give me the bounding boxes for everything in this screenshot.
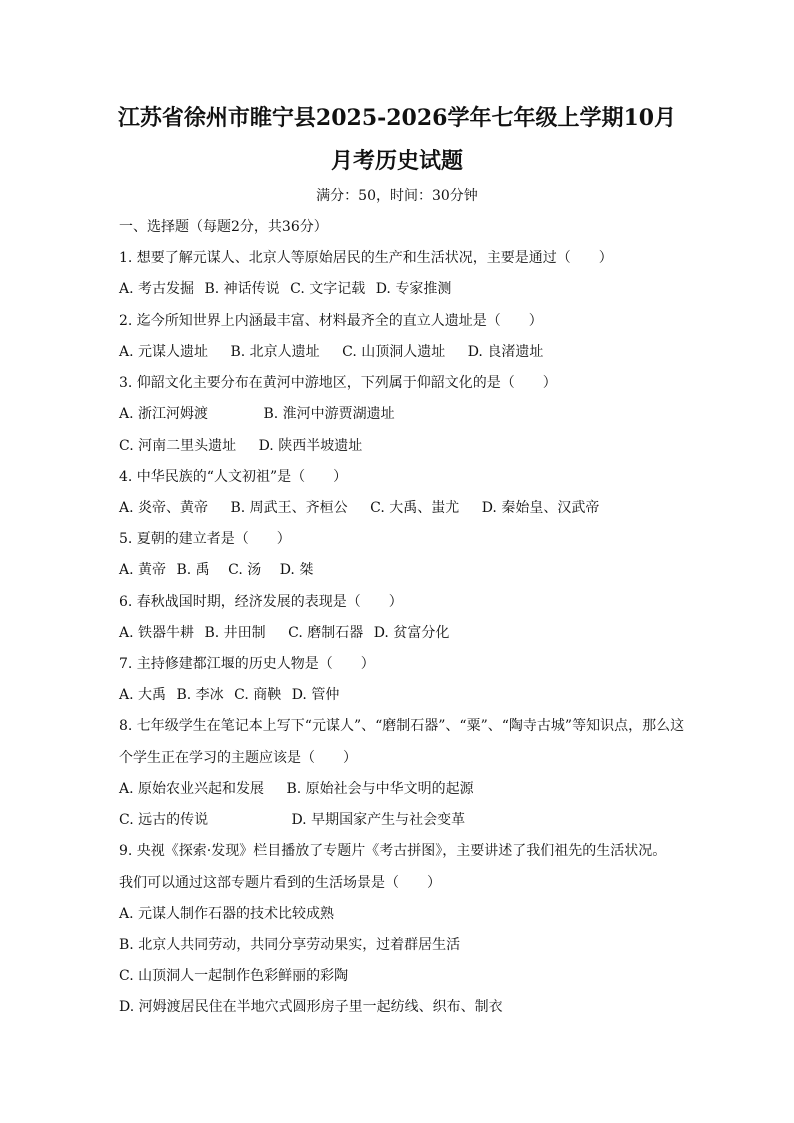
- q5-option-a[interactable]: A. 黄帝: [119, 562, 167, 578]
- q5-option-b[interactable]: B. 禹: [176, 562, 210, 578]
- question-4-options: [119, 499, 599, 517]
- question-5-stem: 5. 夏朝的建立者是（ ）: [119, 531, 291, 547]
- question-2-stem: 2. 迄今所知世界上内涵最丰富、材料最齐全的直立人遗址是（ ）: [119, 313, 543, 329]
- q3-option-d[interactable]: D. 陕西半坡遗址: [258, 438, 363, 454]
- question-1-options: [119, 280, 451, 298]
- q4-option-a[interactable]: A. 炎帝、黄帝: [119, 500, 209, 516]
- question-3-options-row2: [119, 437, 362, 455]
- q5-option-c[interactable]: C. 汤: [228, 562, 262, 578]
- question-8-stem-line2: 个学生正在学习的主题应该是（ ）: [119, 750, 357, 766]
- q7-option-d[interactable]: D. 管仲: [291, 687, 340, 703]
- q8-option-c[interactable]: C. 远古的传说: [119, 812, 209, 828]
- q3-option-a[interactable]: A. 浙江河姆渡: [119, 406, 209, 422]
- q8-option-a[interactable]: A. 原始农业兴起和发展: [119, 781, 265, 797]
- q6-option-c[interactable]: C. 磨制石器: [288, 625, 364, 641]
- q1-option-a[interactable]: A. 考古发掘: [119, 281, 195, 297]
- exam-title-line2: 月考历史试题: [330, 148, 463, 174]
- q1-option-c[interactable]: C. 文字记载: [290, 281, 366, 297]
- q3-option-c[interactable]: C. 河南二里头遗址: [119, 438, 237, 454]
- question-3-stem: 3. 仰韶文化主要分布在黄河中游地区，下列属于仰韶文化的是（ ）: [119, 375, 557, 391]
- q9-option-d[interactable]: D. 河姆渡居民住在半地穴式圆形房子里一起纺线、织布、制衣: [119, 999, 503, 1015]
- question-7-stem: 7. 主持修建都江堰的历史人物是（ ）: [119, 656, 375, 672]
- q4-option-c[interactable]: C. 大禹、蚩尤: [370, 500, 460, 516]
- question-4-stem: 4. 中华民族的“人文初祖”是（ ）: [119, 469, 348, 485]
- question-6-stem: 6. 春秋战国时期，经济发展的表现是（ ）: [119, 594, 403, 610]
- q9-option-c[interactable]: C. 山顶洞人一起制作色彩鲜丽的彩陶: [119, 968, 349, 984]
- q4-option-d[interactable]: D. 秦始皇、汉武帝: [481, 500, 600, 516]
- q2-option-d[interactable]: D. 良渚遗址: [467, 344, 544, 360]
- q7-option-b[interactable]: B. 李冰: [176, 687, 224, 703]
- question-1-stem: 1. 想要了解元谋人、北京人等原始居民的生产和生活状况，主要是通过（ ）: [119, 250, 613, 266]
- q2-option-b[interactable]: B. 北京人遗址: [230, 344, 320, 360]
- question-9-stem-line1: 9. 央视《探索·发现》栏目播放了专题片《考古拼图》，主要讲述了我们祖先的生活状况。: [119, 843, 667, 859]
- q9-option-a[interactable]: A. 元谋人制作石器的技术比较成熟: [119, 906, 335, 922]
- q1-option-d[interactable]: D. 专家推测: [375, 281, 452, 297]
- question-8-options-row2: [119, 811, 465, 829]
- q8-option-b[interactable]: B. 原始社会与中华文明的起源: [286, 781, 474, 797]
- q6-option-a[interactable]: A. 铁器牛耕: [119, 625, 195, 641]
- section-heading: 一、选择题（每题2分，共36分）: [119, 219, 328, 235]
- question-8-options-row1: [119, 780, 474, 798]
- q1-option-b[interactable]: B. 神话传说: [204, 281, 280, 297]
- q6-option-b[interactable]: B. 井田制: [204, 625, 266, 641]
- q8-option-d[interactable]: D. 早期国家产生与社会变革: [291, 812, 466, 828]
- q4-option-b[interactable]: B. 周武王、齐桓公: [230, 500, 348, 516]
- question-2-options: [119, 343, 543, 361]
- q2-option-c[interactable]: C. 山顶洞人遗址: [342, 344, 446, 360]
- question-8-stem-line1: 8. 七年级学生在笔记本上写下“元谋人”、“磨制石器”、“粟”、“陶寺古城”等知识点，那么这: [119, 718, 685, 734]
- q3-option-b[interactable]: B. 淮河中游贾湖遗址: [263, 406, 395, 422]
- question-3-options-row1: [119, 405, 395, 423]
- question-9-stem-line2: 我们可以通过这部专题片看到的生活场景是（ ）: [119, 875, 441, 891]
- question-6-options: [119, 624, 449, 642]
- question-5-options: [119, 561, 313, 579]
- exam-title-line1: 江苏省徐州市睢宁县2025-2026学年七年级上学期10月: [117, 105, 677, 131]
- exam-meta: 满分：50，时间：30分钟: [316, 188, 478, 204]
- q7-option-c[interactable]: C. 商鞅: [234, 687, 282, 703]
- q9-option-b[interactable]: B. 北京人共同劳动，共同分享劳动果实，过着群居生活: [119, 937, 461, 953]
- question-7-options: [119, 686, 339, 704]
- q6-option-d[interactable]: D. 贫富分化: [373, 625, 450, 641]
- q2-option-a[interactable]: A. 元谋人遗址: [119, 344, 209, 360]
- q7-option-a[interactable]: A. 大禹: [119, 687, 167, 703]
- q5-option-d[interactable]: D. 桀: [279, 562, 314, 578]
